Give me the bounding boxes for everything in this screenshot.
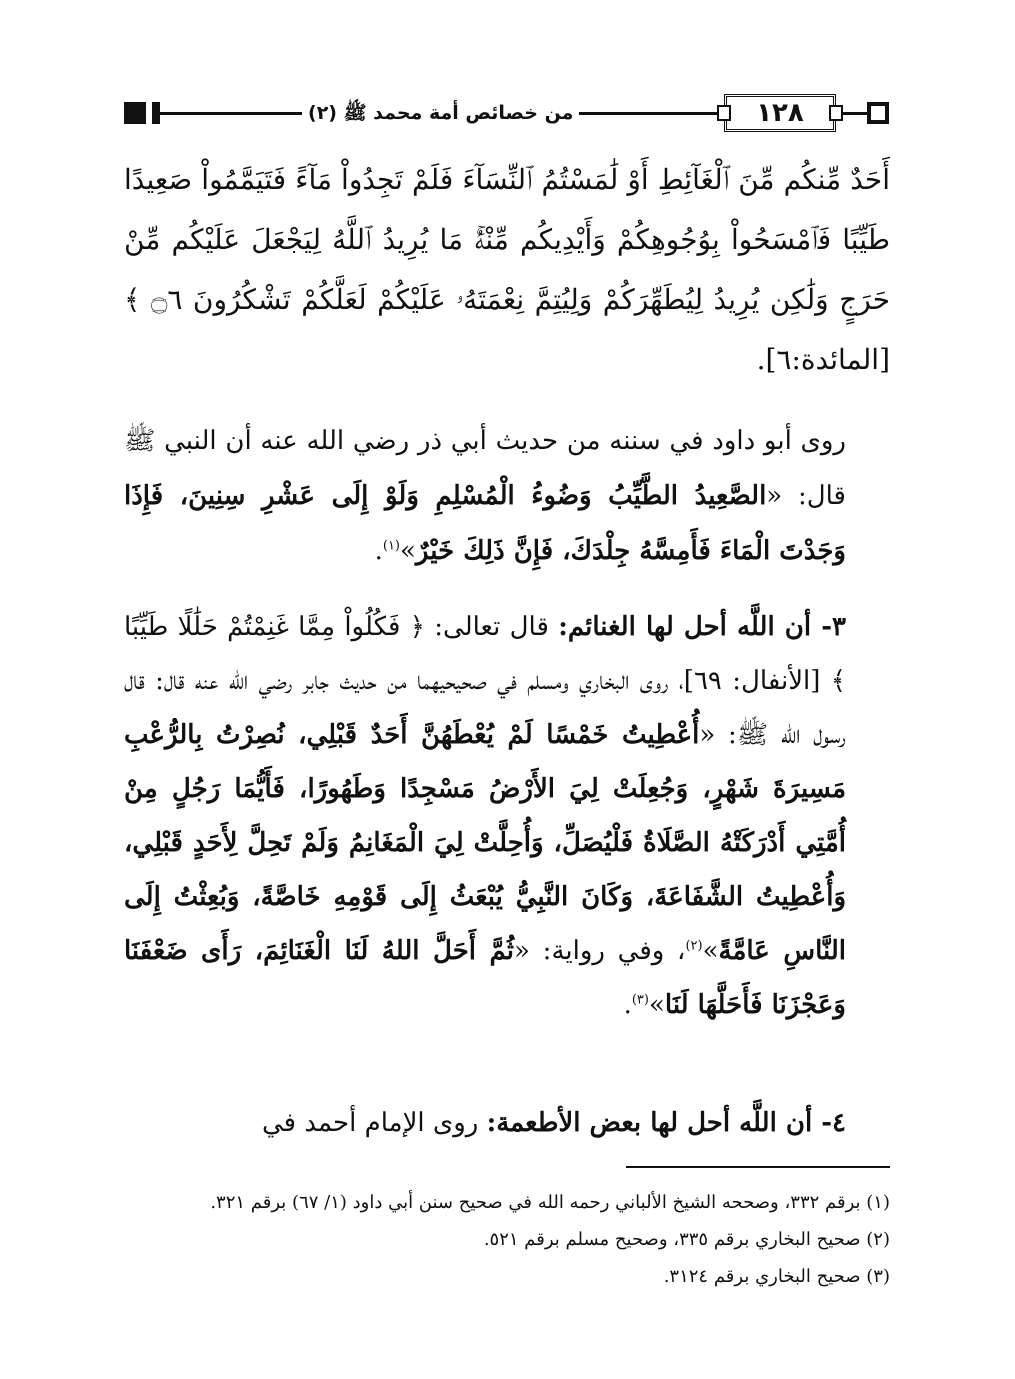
- para1-end: .: [374, 536, 383, 566]
- para2-end: .: [623, 990, 632, 1020]
- footnote-ref-1: (١): [382, 538, 400, 554]
- header-ornament-left: [124, 102, 146, 124]
- para1-intro: روى أبو داود في سننه من حديث أبي ذر رضي الله عنه أن النبي ﷺ قال: «: [124, 426, 846, 511]
- quran-verse: [124, 150, 890, 390]
- para2-intro: قال تعالى: ﴿ فَكُلُواْ مِمَّا غَنِمْتُمْ حَلَٰلًا طَيِّبًا ﴾ [الأنفال: ٦٩]، روى البخاري ومسلم في صحيحيهما من حديث جابر رضي الله عنه قال: قال رسول الله ﷺ: «: [124, 612, 847, 750]
- footnote-3: (٣) صحيح البخاري برقم ٣١٢٤.: [663, 1266, 890, 1287]
- footnote-ref-3: (٣): [631, 992, 649, 1008]
- paragraph-hadith-tayammum: [124, 414, 890, 579]
- footnotes: [124, 1184, 890, 1295]
- para1-hadith: الصَّعِيدُ الطَّيِّبُ وَضُوءُ الْمُسْلِمِ وَلَوْ إِلَى عَشْرِ سِنِينَ، فَإِذَا وَجَدْتَ الْمَاءَ فَأَمِسَّهُ جِلْدَكَ، فَإِنَّ ذَلِكَ خَيْرٌ: [124, 481, 846, 566]
- page-number: ١٢٨: [724, 94, 836, 132]
- section-heading-4: ٤- أن اللَّه أحل لها بعض الأطعمة:: [486, 1108, 846, 1138]
- footnote-1: (١) برقم ٣٣٢، وصححه الشيخ الألباني رحمه الله في صحيح سنن أبي داود (١/ ٦٧) برقم ٣٢١.: [210, 1192, 890, 1213]
- paragraph-ghanaim: [124, 600, 890, 1032]
- verse-text: أَحَدٌ مِّنكُم مِّنَ ٱلْغَآئِطِ أَوْ لَٰمَسْتُمُ ٱلنِّسَآءَ فَلَمْ تَجِدُواْ مَآءً فَتَيَمَّمُواْ صَعِيدًا طَيِّبًا فَٱمْسَحُواْ بِوُجُوهِكُمْ وَأَيْدِيكُم مِّنْهُۚ مَا يُرِيدُ ٱللَّهُ لِيَجْعَلَ عَلَيْكُم مِّنْ حَرَجٍ وَلَٰكِن يُرِيدُ لِيُطَهِّرَكُمْ وَلِيُتِمَّ نِعْمَتَهُۥ عَلَيْكُمْ لَعَلَّكُمْ تَشْكُرُونَ ۝٦ ﴾: [124, 163, 891, 316]
- paragraph-food: [124, 1096, 890, 1150]
- para1-close: »: [400, 536, 416, 566]
- footnote-ref-2: (٢): [685, 938, 703, 954]
- para2-hadith-1: أُعْطِيتُ خَمْسًا لَمْ يُعْطَهُنَّ أَحَدٌ قَبْلِي، نُصِرْتُ بِالرُّعْبِ مَسِيرَةَ شَهْرٍ، وَجُعِلَتْ لِيَ الأَرْضُ مَسْجِدًا وَطَهُورًا، فَأَيُّمَا رَجُلٍ مِنْ أُمَّتِي أَدْرَكَتْهُ الصَّلَاةُ فَلْيُصَلِّ، وَأُحِلَّتْ لِيَ الْمَغَانِمُ وَلَمْ تَحِلَّ لِأَحَدٍ قَبْلِي، وَأُعْطِيتُ الشَّفَاعَةَ، وَكَانَ النَّبِيُّ يُبْعَثُ إِلَى قَوْمِهِ خَاصَّةً، وَبُعِثْتُ إِلَى النَّاسِ عَامَّةً: [124, 720, 846, 966]
- footnote-separator: [626, 1166, 890, 1168]
- page-header: [122, 92, 893, 136]
- verse-reference: [المائدة:٦].: [756, 343, 890, 376]
- para2-close-2: »: [648, 990, 665, 1020]
- section-heading-3: ٣- أن اللَّه أحل لها الغنائم:: [558, 612, 847, 642]
- para2-close-1: »: [702, 936, 719, 966]
- para3-text: روى الإمام أحمد في: [262, 1108, 487, 1138]
- header-ornament-right: [867, 102, 889, 124]
- footnote-2: (٢) صحيح البخاري برقم ٣٣٥، وصحيح مسلم برقم ٥٢١.: [483, 1229, 890, 1250]
- running-title: من خصائص أمة محمد ﷺ (٢): [302, 98, 579, 128]
- header-ornament-left-inner: [152, 102, 160, 124]
- para2-hadith-2: ثُمَّ أَحَلَّ اللهُ لَنَا الْغَنَائِمَ، رَأَى ضَعْفَنَا وَعَجْزَنَا فَأَحَلَّهَا لَنَا: [124, 936, 846, 1020]
- para2-mid: ، وفي رواية: «: [514, 936, 686, 966]
